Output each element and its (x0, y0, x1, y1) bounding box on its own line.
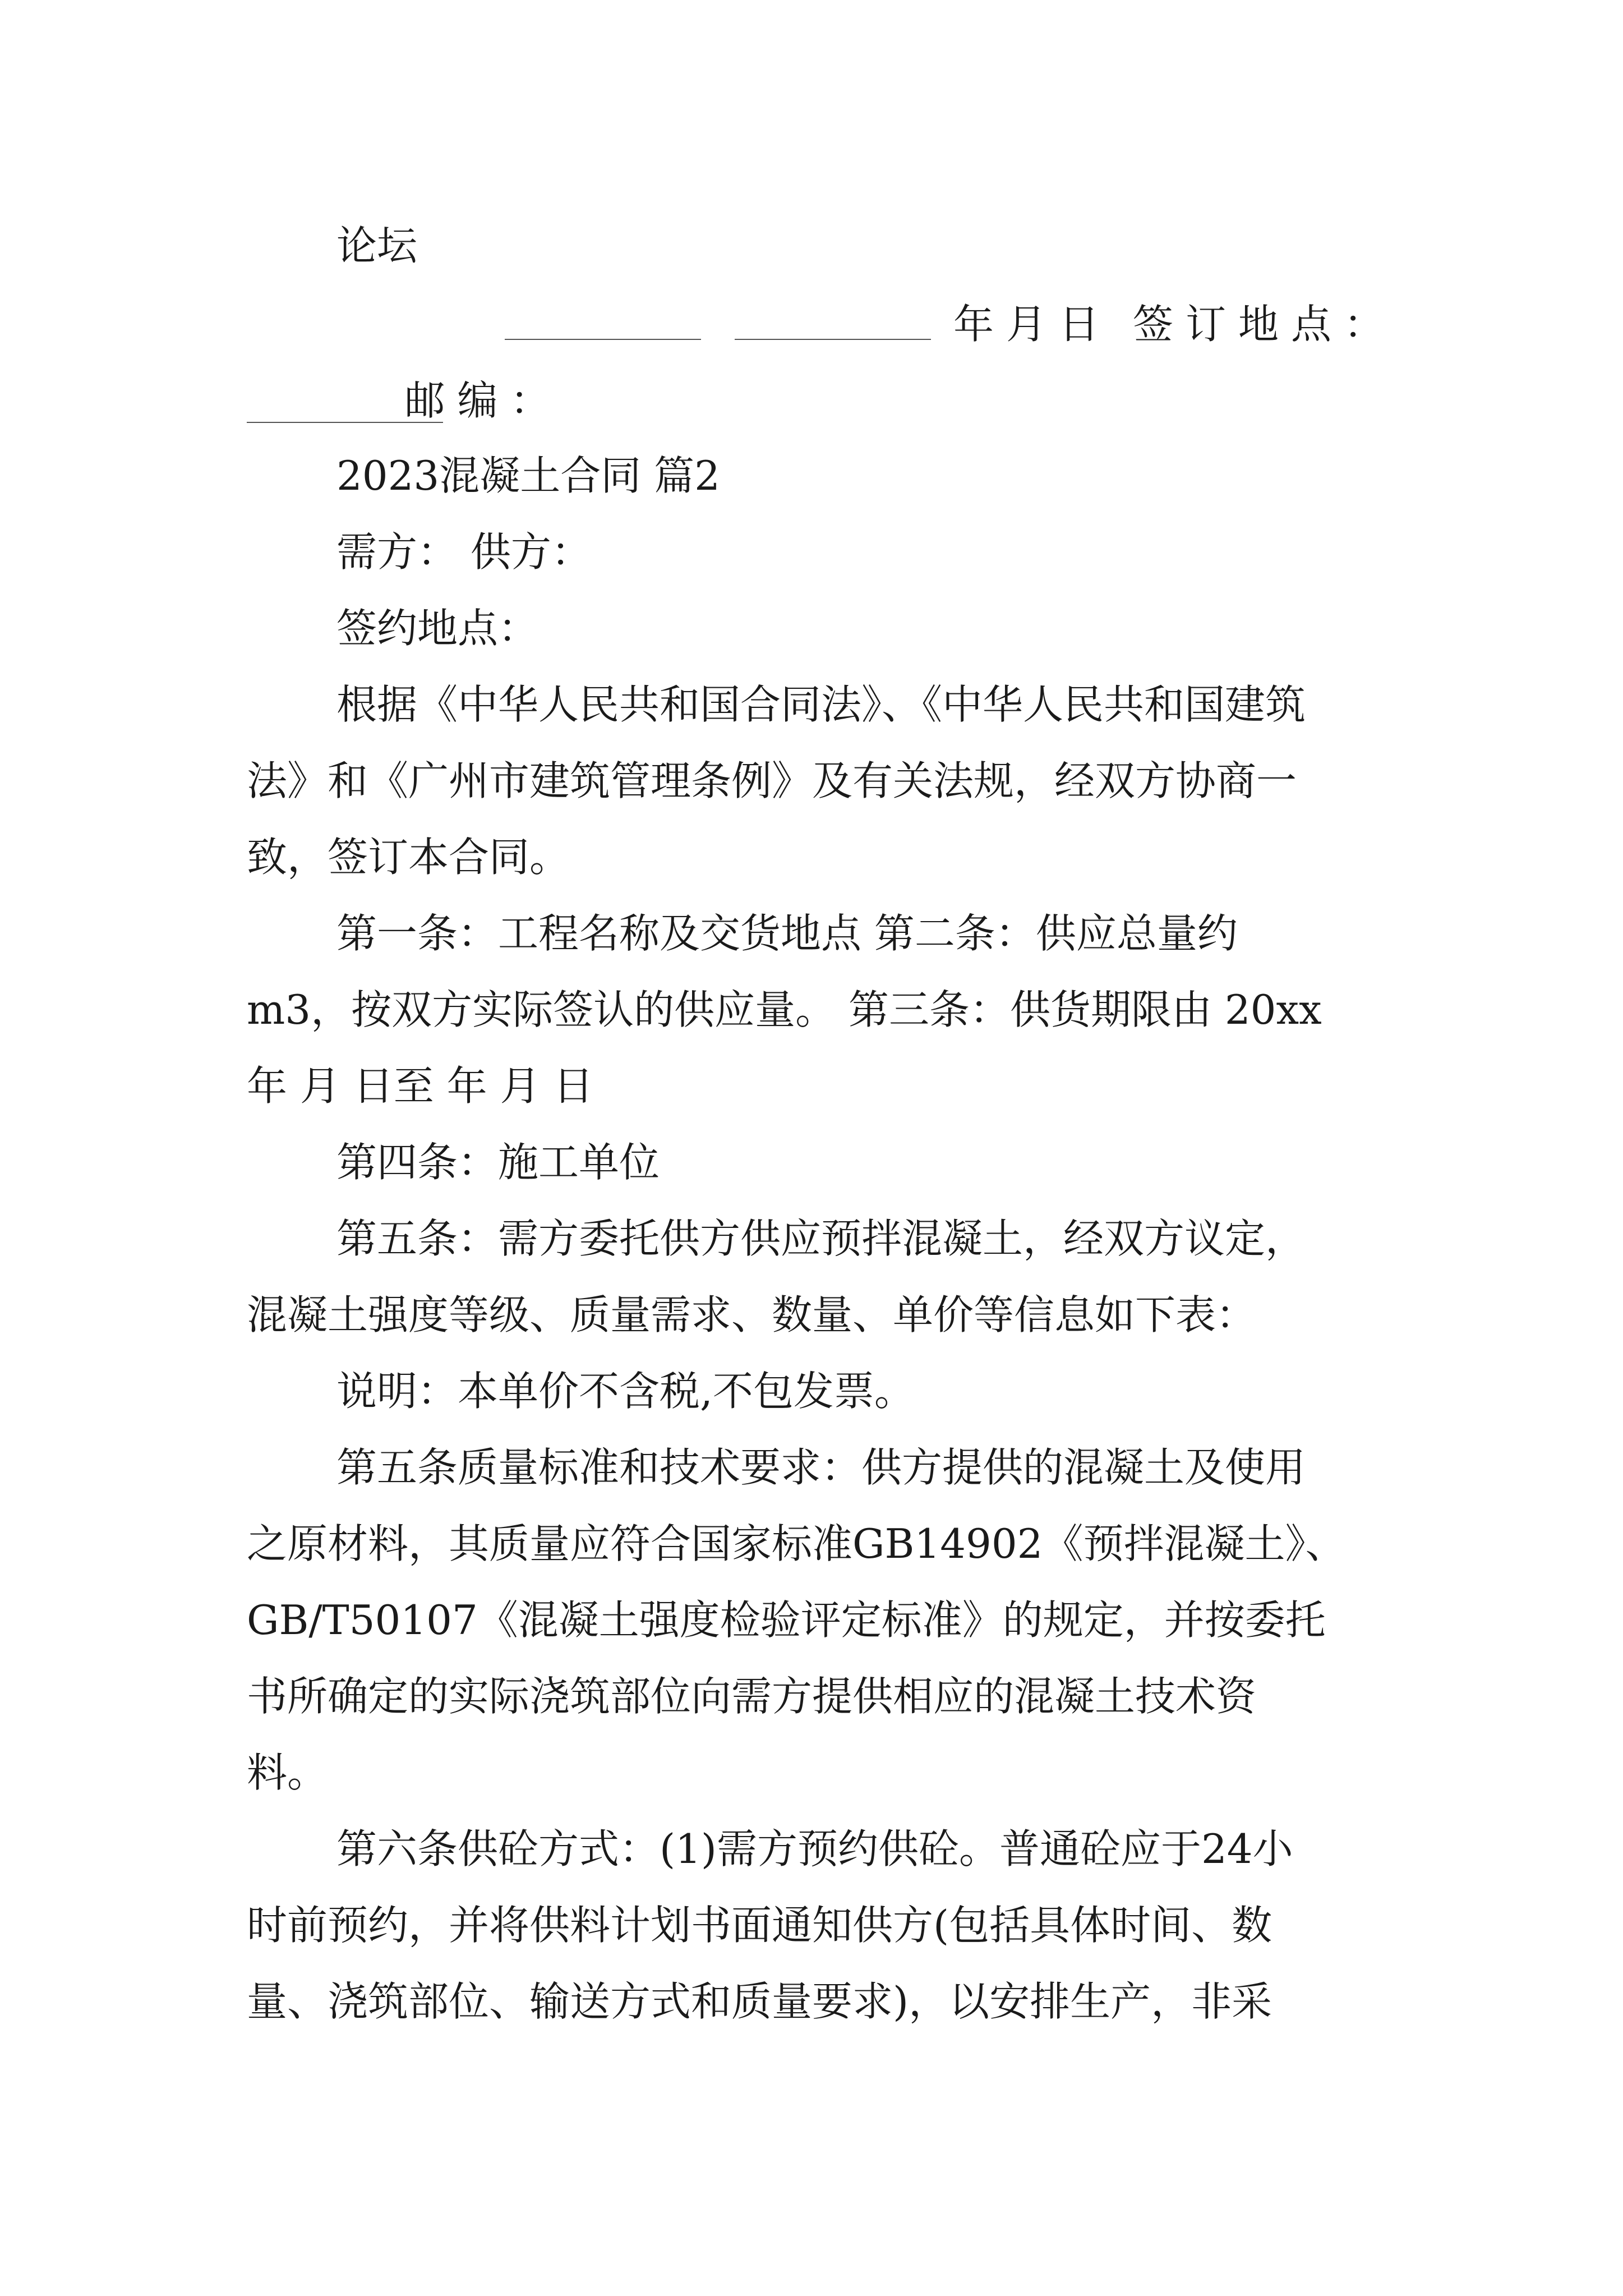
quality-line-4: 书所确定的实际浇筑部位向需方提供相应的混凝土技术资 (247, 1673, 1257, 1720)
article-6-line-2: 时前预约，并将供料计划书面通知供方(包括具体时间、数 (247, 1902, 1272, 1949)
intro-line-3: 致，签订本合同。 (247, 834, 570, 881)
quality-line-3: GB/T50107《混凝土强度检验评定标准》的规定，并按委托 (247, 1596, 1326, 1644)
articles-line-2: m3，按双方实际签认的供应量。 第三条：供货期限由 20xx (247, 986, 1322, 1033)
intro-line-2: 法》和《广州市建筑管理条例》及有关法规，经双方协商一 (247, 757, 1297, 804)
quality-line-1: 第五条质量标准和技术要求：供方提供的混凝土及使用 (336, 1444, 1306, 1491)
sign-place-label: 签订地点： (1133, 301, 1397, 348)
header-line: 论坛 (336, 222, 418, 269)
article-4: 第四条：施工单位 (336, 1139, 660, 1186)
date-text: 年月日 (953, 301, 1112, 348)
article-5-line-1: 第五条：需方委托供方供应预拌混凝土，经双方议定， (336, 1215, 1306, 1262)
postal-blank-1 (505, 337, 701, 340)
article-5-line-2: 混凝土强度等级、质量需求、数量、单价等信息如下表： (247, 1291, 1257, 1338)
quality-line-2: 之原材料，其质量应符合国家标准GB14902《预拌混凝土》、 (247, 1520, 1346, 1567)
articles-line-3: 年 月 日至 年 月 日 (247, 1062, 594, 1110)
sign-place-line: 签约地点： (336, 605, 539, 652)
parties-line: 需方： 供方： (336, 528, 592, 576)
section-title: 2023混凝土合同 篇2 (336, 452, 720, 499)
note-line: 说明：本单价不含税,不包发票。 (336, 1368, 915, 1415)
article-6-line-1: 第六条供砼方式：(1)需方预约供砼。普通砼应于24小 (336, 1825, 1293, 1872)
postal-label: 邮编： (404, 377, 563, 424)
postal-blank-2 (735, 337, 931, 340)
quality-line-5: 料。 (247, 1749, 328, 1796)
articles-line-1: 第一条：工程名称及交货地点 第二条：供应总量约 (336, 910, 1238, 957)
intro-line-1: 根据《中华人民共和国合同法》、《中华人民共和国建筑 (336, 681, 1306, 728)
article-6-line-3: 量、浇筑部位、输送方式和质量要求)，以安排生产，非采 (247, 1978, 1272, 2025)
sign-place-blank (247, 420, 443, 423)
